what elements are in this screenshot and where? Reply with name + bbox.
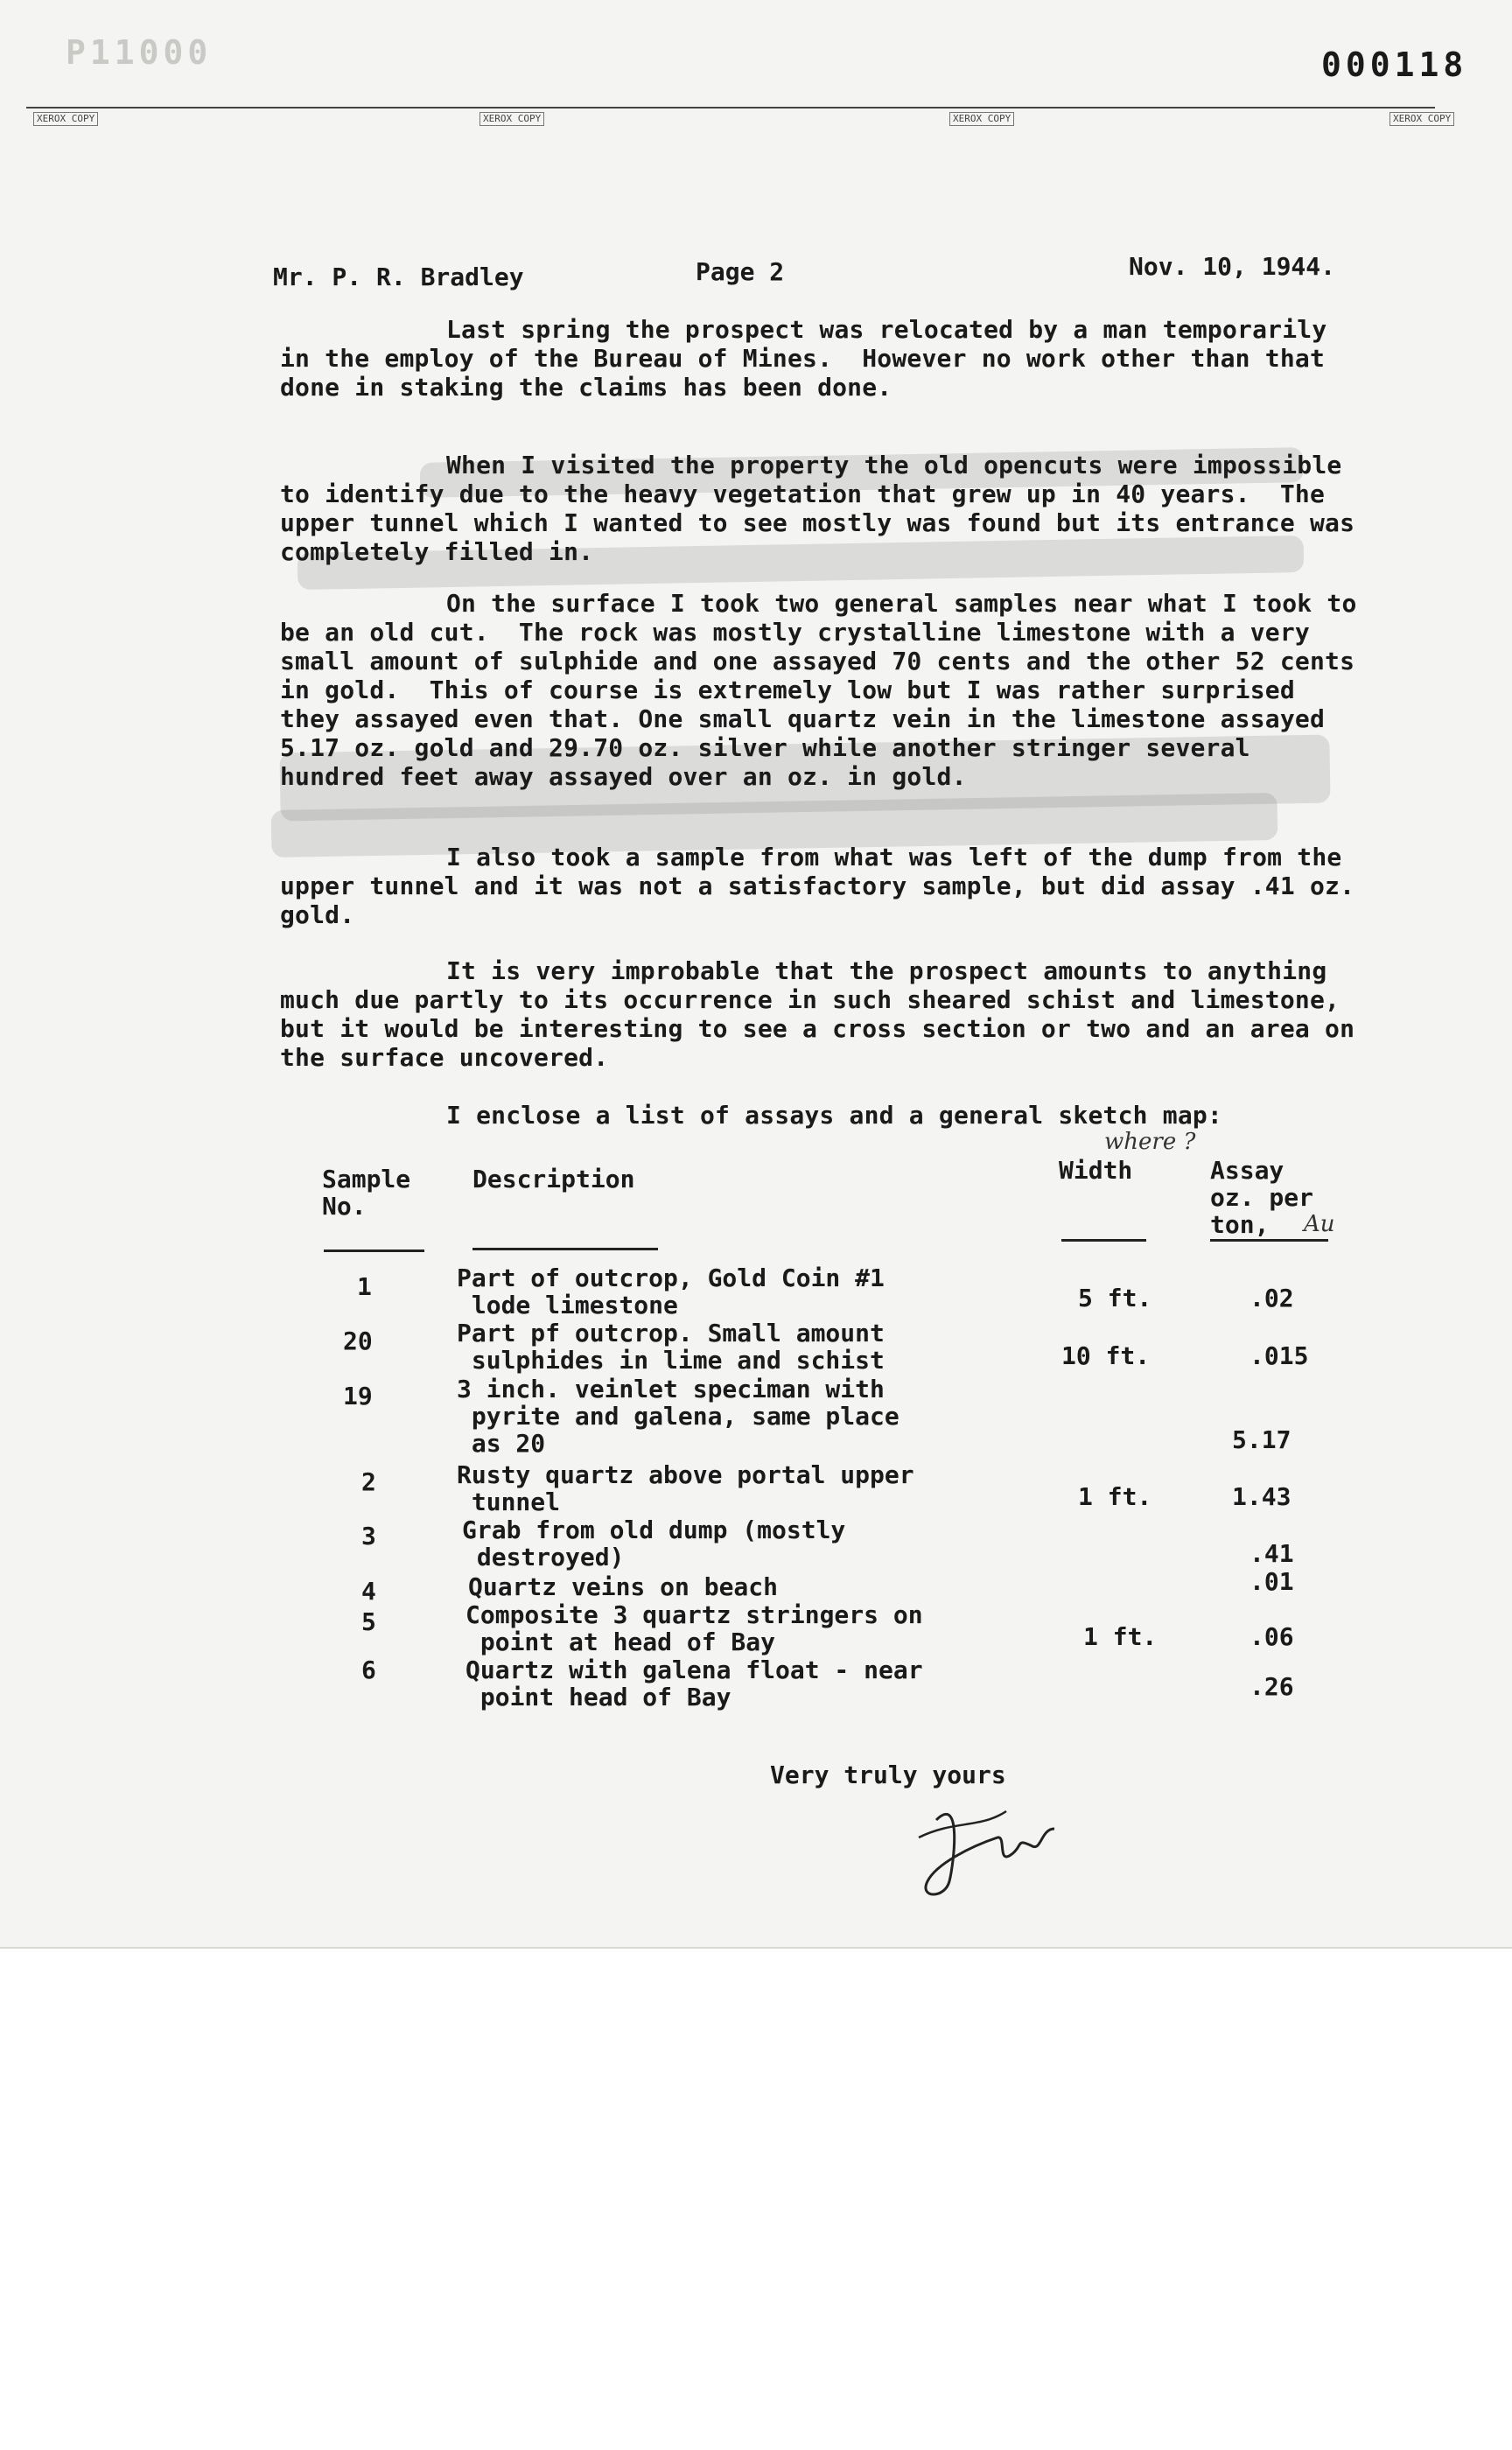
sample-assay: .41	[1250, 1539, 1294, 1568]
sample-width: 1 ft.	[1078, 1482, 1152, 1511]
xerox-mark: XEROX COPY	[33, 112, 98, 126]
sample-assay: .015	[1250, 1341, 1309, 1370]
column-header-sample: Sample No.	[322, 1165, 411, 1221]
sample-assay: .02	[1250, 1284, 1294, 1312]
sample-width: 10 ft.	[1061, 1341, 1151, 1370]
sample-description: 3 inch. veinlet speciman with pyrite and galena, same place as 20	[457, 1375, 900, 1458]
sample-number: 4	[361, 1577, 376, 1606]
header-underline	[1061, 1239, 1146, 1242]
xerox-mark: XEROX COPY	[1390, 112, 1454, 126]
page-stamp-number: 000118	[1321, 46, 1468, 84]
xerox-mark: XEROX COPY	[480, 112, 544, 126]
handwritten-signature	[901, 1785, 1076, 1908]
handwritten-assay-unit: Au	[1304, 1211, 1335, 1237]
sample-assay: 1.43	[1232, 1482, 1292, 1511]
closing-phrase: Very truly yours	[770, 1760, 1006, 1789]
column-header-assay: Assay oz. per ton,	[1210, 1156, 1314, 1239]
header-rule	[26, 107, 1435, 108]
sample-width: 5 ft.	[1078, 1284, 1152, 1312]
sample-number: 19	[343, 1382, 373, 1410]
sample-width: 1 ft.	[1083, 1622, 1158, 1651]
letter-date: Nov. 10, 1944.	[1129, 252, 1336, 281]
paragraph: On the surface I took two general samples near what I took to be an old cut. The rock was mostly crystalline limestone with a very small amount of sulphide and one assayed 70 cents and the other 52 cents in gold. This of course is extremely low but I was rather surprised they assayed even that. One small quartz vein in the limestone assayed 5.17 oz. gold and 29.70 oz. silver while another stringer several hundred feet away assayed over an oz. in gold.	[280, 589, 1372, 791]
paragraph: Last spring the prospect was relocated by a man temporarily in the employ of the Bureau of Mines. However no work other than that done in staking the claims has been done.	[280, 315, 1342, 402]
xerox-mark: XEROX COPY	[949, 112, 1014, 126]
sample-description: Part of outcrop, Gold Coin #1 lode limestone	[457, 1264, 885, 1320]
sample-number: 6	[361, 1656, 376, 1684]
sample-description: Quartz with galena float - near point head of Bay	[466, 1656, 923, 1712]
handwritten-note: where ?	[1104, 1129, 1196, 1155]
sample-description: Part pf outcrop. Small amount sulphides in lime and schist	[457, 1319, 885, 1375]
header-underline	[324, 1250, 424, 1252]
letter-page-number: Page 2	[696, 257, 785, 286]
paragraph: I enclose a list of assays and a general sketch map:	[446, 1101, 1222, 1130]
sample-number: 2	[361, 1467, 376, 1496]
sample-description: Composite 3 quartz stringers on point at head of Bay	[466, 1600, 923, 1656]
sample-description: Quartz veins on beach	[468, 1572, 779, 1601]
sample-assay: .06	[1250, 1622, 1294, 1651]
letter-addressee: Mr. P. R. Bradley	[273, 262, 524, 291]
header-underline	[1210, 1239, 1328, 1242]
sample-number: 5	[361, 1607, 376, 1636]
sample-assay: .01	[1250, 1567, 1294, 1596]
sample-description: Rusty quartz above portal upper tunnel	[457, 1460, 914, 1516]
header-underline	[472, 1248, 658, 1250]
column-header-description: Description	[472, 1165, 635, 1194]
paragraph: It is very improbable that the prospect amounts to anything much due partly to its occurrence in such sheared schist and limestone, but it would be interesting to see a cross section or two and an area on the surface uncovered.	[280, 956, 1370, 1072]
sample-number: 3	[361, 1522, 376, 1550]
sample-assay: .26	[1250, 1672, 1294, 1701]
sample-number: 1	[357, 1272, 372, 1301]
sample-description: Grab from old dump (mostly destroyed)	[462, 1516, 846, 1572]
paragraph: I also took a sample from what was left of the dump from the upper tunnel and it was not a satisfactory sample, but did assay .41 oz. gold.	[280, 843, 1370, 929]
sample-assay: 5.17	[1232, 1425, 1292, 1454]
faint-file-number: P11000	[66, 33, 213, 72]
sample-number: 20	[343, 1326, 373, 1355]
paragraph: When I visited the property the old opencuts were impossible to identify due to the heavy vegetation that grew up in 40 years. The upper tunnel which I wanted to see mostly was found but its entrance was completely filled in.	[280, 451, 1370, 566]
column-header-width: Width	[1059, 1156, 1133, 1185]
